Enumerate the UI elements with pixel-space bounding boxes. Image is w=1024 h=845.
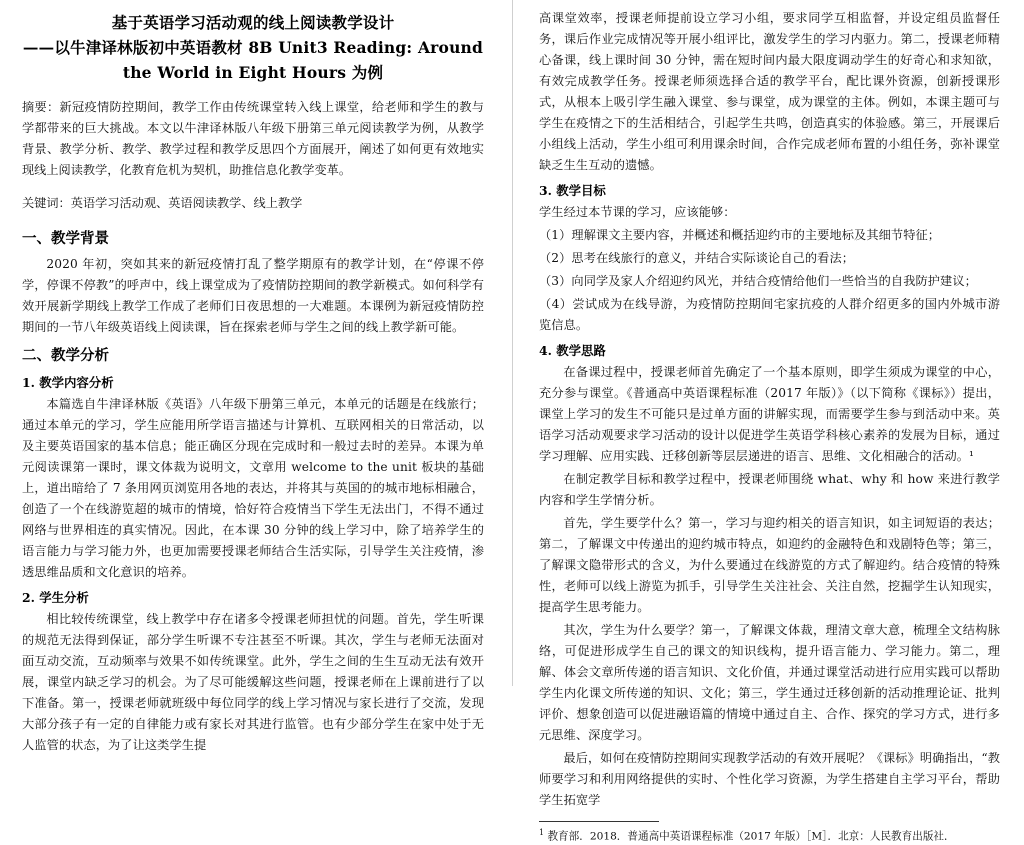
left-column: [0, 0, 512, 753]
document-title-line-2-text: ——以牛津译林版初中英语教材 8B Unit3 Reading: Around: [22, 38, 484, 58]
section-heading-2: 二、教学分析: [22, 346, 109, 364]
subsection-heading-2-1: 1. 教学内容分析: [22, 375, 114, 391]
document-title-line-2: [22, 35, 484, 60]
section-4-paragraph-5: 最后，如何在疫情防控期间实现教学活动的有效开展呢？《课标》明确指出，“教师要学习和利用网络提供的实时、个性化学习资源，为学生搭建自主学习平台，帮助学生拓宽学: [539, 750, 1000, 807]
objective-item-4: （4）尝试成为在线导游，为疫情防控期间宅家抗疫的人群介绍更多的国内外城市游览信息。: [539, 296, 1000, 332]
footnote-separator: [539, 821, 659, 822]
right-column: [512, 0, 1024, 843]
keywords-line: 关键词：英语学习活动观、英语阅读教学、线上教学: [22, 196, 303, 211]
subsection-heading-4: 4. 教学思路: [539, 342, 606, 358]
footnote-body: 教育部．2018．普通高中英语课程标准（2017 年版）［M］．北京：人民教育出版社．: [547, 830, 955, 843]
section-4-paragraph-2: 在制定教学目标和教学过程中，授课老师围绕 what、why 和 how 来进行教学内容和学生学情分析。: [539, 471, 1000, 507]
objective-item-2: （2）思考在线旅行的意义，并结合实际谈论自己的看法；: [539, 250, 855, 265]
section-1-paragraph-1: [22, 254, 484, 338]
footnote-marker: 1: [539, 827, 545, 837]
right-paragraph-1: 高课堂效率，授课老师提前设立学习小组，要求同学互相监督，并设定组员监督任务，课后作业完成情况等开展小组评比，激发学生的学习内驱力。第二，授课老师精心备课，线上课时间 30 分钟，需在短时间内最大限度调动学生的好奇心和求知欲，有效完成教学任务。授课老师须选择合适的教学平台，配比课外资源，创新授课形式，从根本上吸引学生融入课堂、参与课堂，成为课堂的主体。例如，本课主题可与学生在疫情之下的生活相结合，引起学生共鸣，创造真实的体验感。第三，开展课后小组线上活动，学生小组可利用课余时间，合作完成老师布置的小组任务，弥补课堂缺乏生生互动的遗憾。: [539, 11, 1000, 172]
document-title-block: [22, 10, 484, 85]
subsection-heading-2-2: 2. 学生分析: [22, 590, 89, 606]
section-3-intro: 学生经过本节课的学习，应该能够：: [539, 204, 736, 219]
subsection-2-1-paragraph-1: 本篇选自牛津译林版《英语》八年级下册第三单元，本单元的话题是在线旅行；通过本单元的学习，学生应能用所学语言描述与计算机、互联网相关的日常活动，以及主要英语国家的基本信息；能正确区分现在完成时和一般过去时的差异。本课为单元阅读课第一课时，课文体裁为说明文，文章用 welcome to the unit 板块的基础上，道出暗给了 7 条用网页浏览用各地的表达，并将其与英国的的城市地标相融合，创造了一个在线游览超的城市的情境，恰好符合疫情当下学生无法出门，不得不通过网络与世界相连的真实情况。因此，在本课 30 分钟的线上学习中，除了培养学生的语言能力与学习能力外，也更加需要授课老师结合生活实际，引导学生关注疫情，渗透思维品质和文化意识的培养。: [22, 397, 484, 580]
subsection-2-2-paragraph-1: 相比较传统课堂，线上教学中存在诸多令授课老师担忧的问题。首先，学生听课的规范无法得到保证，部分学生听课不专注甚至不听课。其次，学生与老师无法面对面互动交流，互动频率与效果不如传统课堂。此外，学生之间的生生互动无法有效开展，课堂内缺乏学习的机会。为了尽可能缓解这些问题，授课老师在上课前进行了以下准备。第一，授课老师就班级中每位同学的线上学习情况与家长进行了交流，发现大部分孩子有一定的自律能力或有家长对其进行监管。也有少部分学生在家中处于无人监管的状态，为了让这类学生提: [22, 612, 484, 753]
objective-item-1: （1）理解课文主要内容，并概述和概括迎约市的主要地标及其细节特征；: [539, 227, 941, 242]
document-title-line-3: the World in Eight Hours 为例: [122, 63, 384, 83]
section-4-paragraph-4: 其次，学生为什么要学？第一，了解课文体裁，理清文章大意，梳理全文结构脉络，可促进形成学生自己的课文的知识线构，提升语言能力、学习能力。第二，理解、体会文章所传递的语言知识、文化价值，并通过课堂活动进行应用实践可以帮助学生内化课文所传递的知识、文化；第三，学生通过迁移创新的活动推理论证、批判评价、想象创造可以促进融语篇的情境中通过自主、合作、探究的学习方式，进行多元思维、深度学习。: [539, 622, 1000, 742]
footnote-text: [539, 827, 1000, 845]
spacer-after-abstract: [22, 181, 484, 193]
section-4-paragraph-3: 首先，学生要学什么？第一，学习与迎约相关的语言知识，如主词短语的表达；第二，了解课文中传递出的迎约城市特点，如迎约的金融特色和戏剧特色等；第三，了解课文隐带形式的含义，为什么要通过在线游览的方式了解迎约。结合疫情的特殊性，老师可以线上游览为抓手，引导学生关注社会、关注自然，挖掘学生认知现实，提高学生思考能力。: [539, 515, 1000, 614]
objective-item-3: （3）向同学及家人介绍迎约风光，并结合疫情给他们一些恰当的自我防护建议；: [539, 273, 977, 288]
section-4-paragraph-1: 在备课过程中，授课老师首先确定了一个基本原则，即学生须成为课堂的中心，充分参与课堂。《普通高中英语课程标准（2017 年版）》（以下简称《课标》）提出，课堂上学习的发生不可能只是过单方面的讲解实现，而需要学生参与到活动中来。英语学习活动观要求学习活动的设计以促进学生英语学科核心素养的发展为目标，通过学习理解、应用实践、迁移创新等层层递进的语言、思维、文化相融合的活动。¹: [539, 364, 1000, 463]
document-title-line-1: 基于英语学习活动观的线上阅读教学设计: [111, 13, 395, 32]
subsection-heading-3: 3. 教学目标: [539, 182, 606, 198]
section-1-paragraph-1-text: 2020 年初，突如其来的新冠疫情打乱了整学期原有的教学计划，在“停课不停学，停课不停教”的呼声中，线上课堂成为了疫情防控期间的教学新模式。如何科学有效开展新学期线上教学工作成了老师们日夜思想的一大难题。本课例为新冠疫情防控期间的一节八年级英语线上阅读课，旨在探索老师与学生之间的线上教学新可能。: [22, 256, 484, 334]
section-heading-1: 一、教学背景: [22, 230, 109, 247]
abstract-paragraph: 摘要：新冠疫情防控期间，教学工作由传统课堂转入线上课堂，给老师和学生的教与学都带来的巨大挑战。本文以牛津译林版八年级下册第三单元阅读教学为例，从教学背景、教学分析、教学、教学过程和教学反思四个方面展开，阐述了如何更有效地实现线上阅读教学，化教育危机为契机，助推信息化教学变革。: [22, 100, 484, 178]
spacer-after-title: [22, 85, 484, 97]
spacer-after-keywords: [22, 214, 484, 221]
